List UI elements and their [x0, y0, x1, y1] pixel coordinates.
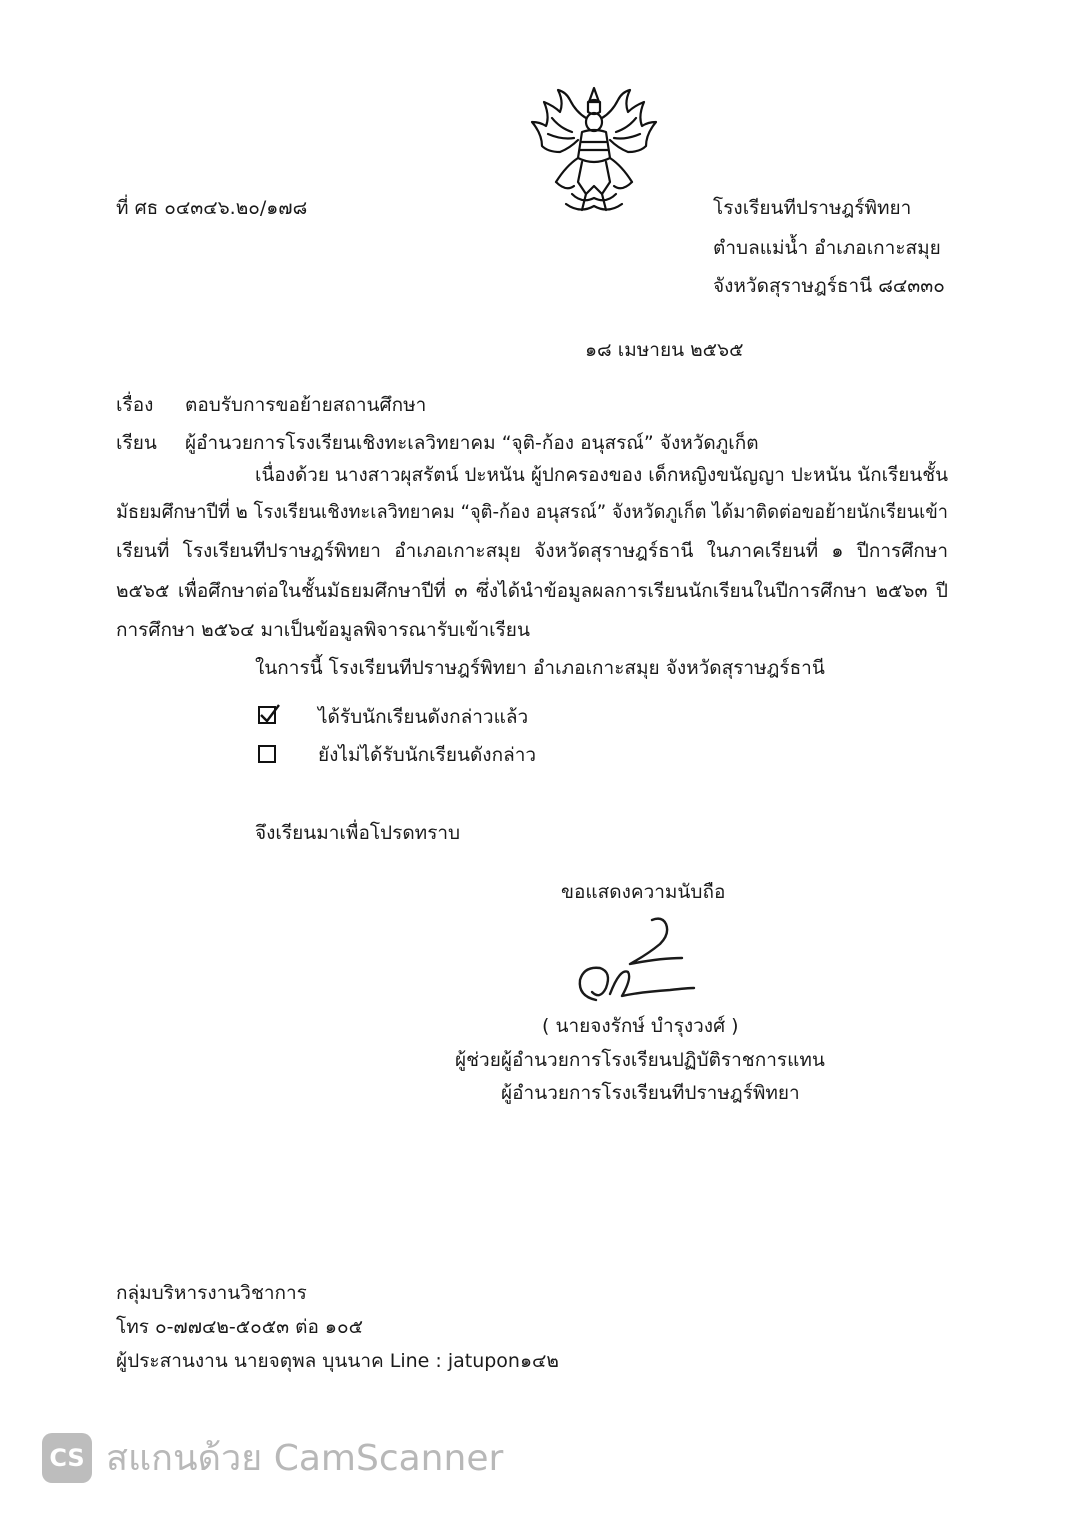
camscanner-logo-icon: CS	[42, 1433, 92, 1483]
checked-box-icon	[258, 706, 276, 724]
subject-text: ตอบรับการขอย้ายสถานศึกษา	[185, 394, 427, 416]
reference-number: ที่ ศธ ๐๔๓๔๖.๒๐/๑๗๘	[116, 197, 308, 219]
letter-date: ๑๘ เมษายน ๒๕๖๕	[585, 339, 744, 361]
footer-phone: โทร ๐-๗๗๔๒-๕๐๕๓ ต่อ ๑๐๕	[116, 1316, 363, 1338]
paragraph-2: ในการนี้ โรงเรียนทีปราษฎร์พิทยา อำเภอเกาะสมุย จังหวัดสุราษฎร์ธานี	[255, 657, 825, 679]
body-line: มัธยมศึกษาปีที่ ๒ โรงเรียนเชิงทะเลวิทยาคม “จุติ-ก้อง อนุสรณ์” จังหวัดภูเก็ต ได้มาติดต่อขอย้ายนักเรียนเข้า	[116, 501, 948, 523]
school-name: โรงเรียนทีปราษฎร์พิทยา	[713, 197, 912, 219]
footer-coordinator: ผู้ประสานงาน นายจตุพล บุนนาค Line : jatupon๑๔๒	[116, 1350, 559, 1372]
regards-text: ขอแสดงความนับถือ	[561, 881, 726, 903]
signer-title-2: ผู้อำนวยการโรงเรียนทีปราษฎร์พิทยา	[501, 1082, 800, 1104]
body-line: ๒๕๖๕ เพื่อศึกษาต่อในชั้นมัธยมศึกษาปีที่ ๓ ซึ่งได้นำข้อมูลผลการเรียนนักเรียนในปีการศึกษา ๒๕๖๓ ปี	[116, 580, 948, 602]
body-line: เรียนที่ โรงเรียนทีปราษฎร์พิทยา อำเภอเกาะสมุย จังหวัดสุราษฎร์ธานี ในภาคเรียนที่ ๑ ปีการศึกษา	[116, 540, 948, 562]
body-line: การศึกษา ๒๕๖๔ มาเป็นข้อมูลพิจารณารับเข้าเรียน	[116, 619, 530, 641]
recipient-text: ผู้อำนวยการโรงเรียนเชิงทะเลวิทยาคม “จุติ-ก้อง อนุสรณ์” จังหวัดภูเก็ต	[185, 432, 759, 454]
body-line: เนื่องด้วย นางสาวผุสรัตน์ ปะหนัน ผู้ปกครองของ เด็กหญิงขนัญญา ปะหนัน นักเรียนชั้น	[255, 464, 948, 486]
empty-box-icon	[258, 745, 276, 763]
footer-department: กลุ่มบริหารงานวิชาการ	[116, 1282, 307, 1304]
signer-name: ( นายจงรักษ์ บำรุงวงศ์ )	[542, 1015, 739, 1037]
camscanner-watermark: สแกนด้วย CamScanner	[106, 1438, 504, 1479]
handwritten-signature	[570, 908, 700, 1008]
address-line-2: จังหวัดสุราษฎร์ธานี ๘๔๓๓๐	[713, 275, 945, 297]
closing-text: จึงเรียนมาเพื่อโปรดทราบ	[255, 822, 461, 844]
address-line-1: ตำบลแม่น้ำ อำเภอเกาะสมุย	[713, 237, 941, 259]
recipient-label: เรียน	[116, 432, 157, 454]
option-received: ได้รับนักเรียนดังกล่าวแล้ว	[318, 706, 529, 728]
subject-label: เรื่อง	[116, 394, 154, 416]
signer-title-1: ผู้ช่วยผู้อำนวยการโรงเรียนปฏิบัติราชการแทน	[455, 1049, 825, 1071]
garuda-emblem-icon	[526, 82, 662, 218]
option-not-received: ยังไม่ได้รับนักเรียนดังกล่าว	[318, 744, 537, 766]
